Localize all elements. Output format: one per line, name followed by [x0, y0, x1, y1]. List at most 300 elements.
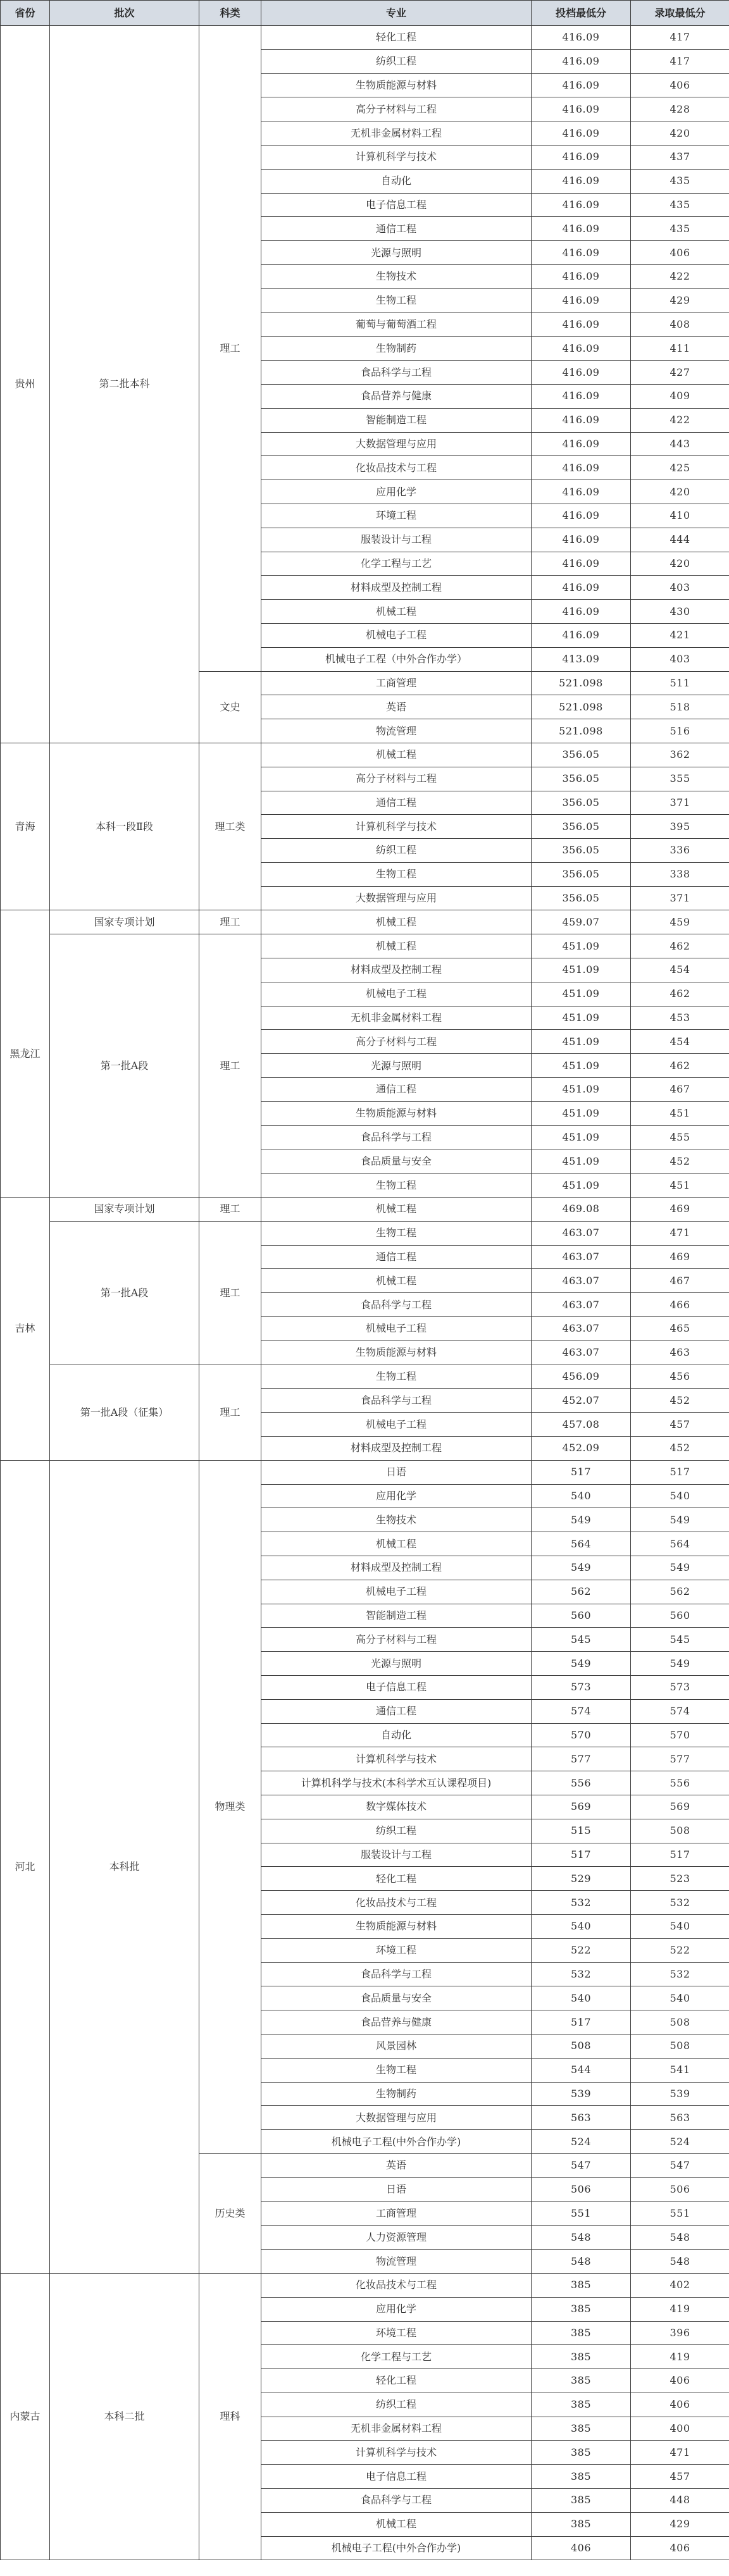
- cutoff-score-cell: 506: [532, 2177, 631, 2201]
- batch-cell: 第一批A段: [50, 934, 199, 1198]
- major-cell: 应用化学: [261, 2297, 532, 2321]
- cutoff-score-cell: 416.09: [532, 480, 631, 504]
- cutoff-score-cell: 356.05: [532, 862, 631, 886]
- major-cell: 日语: [261, 1460, 532, 1484]
- admit-min-score-cell: 400: [631, 2417, 729, 2441]
- cutoff-score-cell: 451.09: [532, 1101, 631, 1125]
- cutoff-score-cell: 385: [532, 2512, 631, 2536]
- cutoff-score-cell: 521.098: [532, 695, 631, 719]
- major-cell: 机械工程: [261, 743, 532, 767]
- major-cell: 光源与照明: [261, 1054, 532, 1078]
- cutoff-score-cell: 529: [532, 1867, 631, 1891]
- admit-min-score-cell: 420: [631, 552, 729, 576]
- admit-min-score-cell: 451: [631, 1173, 729, 1198]
- admit-min-score-cell: 437: [631, 145, 729, 169]
- cutoff-score-cell: 539: [532, 2082, 631, 2106]
- cutoff-score-cell: 416.09: [532, 97, 631, 121]
- cutoff-score-cell: 451.09: [532, 1078, 631, 1102]
- header-batch: 批次: [50, 1, 199, 26]
- cutoff-score-cell: 515: [532, 1819, 631, 1843]
- major-cell: 化妆品技术与工程: [261, 456, 532, 480]
- major-cell: 纺织工程: [261, 2393, 532, 2417]
- admit-min-score-cell: 406: [631, 2393, 729, 2417]
- admit-min-score-cell: 451: [631, 1101, 729, 1125]
- major-cell: 轻化工程: [261, 1867, 532, 1891]
- major-cell: 应用化学: [261, 1484, 532, 1508]
- admit-min-score-cell: 411: [631, 337, 729, 361]
- cutoff-score-cell: 452.09: [532, 1437, 631, 1461]
- major-cell: 计算机科学与技术(本科学术互认课程项目): [261, 1771, 532, 1795]
- major-cell: 大数据管理与应用: [261, 432, 532, 456]
- admit-min-score-cell: 467: [631, 1269, 729, 1293]
- table-row: [1, 1198, 729, 1222]
- admit-min-score-cell: 425: [631, 456, 729, 480]
- admit-min-score-cell: 508: [631, 1819, 729, 1843]
- major-cell: 生物工程: [261, 288, 532, 313]
- admit-min-score-cell: 410: [631, 504, 729, 528]
- cutoff-score-cell: 416.09: [532, 217, 631, 241]
- major-cell: 生物制药: [261, 337, 532, 361]
- major-cell: 日语: [261, 2177, 532, 2201]
- major-cell: 轻化工程: [261, 26, 532, 50]
- admit-min-score-cell: 532: [631, 1962, 729, 1986]
- cutoff-score-cell: 522: [532, 1938, 631, 1962]
- cutoff-score-cell: 416.09: [532, 169, 631, 193]
- admit-min-score-cell: 444: [631, 528, 729, 552]
- header-major: 专业: [261, 1, 532, 26]
- cutoff-score-cell: 406: [532, 2536, 631, 2560]
- cutoff-score-cell: 556: [532, 1771, 631, 1795]
- major-cell: 计算机科学与技术: [261, 1747, 532, 1771]
- cutoff-score-cell: 463.07: [532, 1221, 631, 1245]
- province-cell: 贵州: [1, 26, 50, 743]
- admit-min-score-cell: 362: [631, 743, 729, 767]
- admit-min-score-cell: 467: [631, 1078, 729, 1102]
- cutoff-score-cell: 451.09: [532, 1030, 631, 1054]
- admit-min-score-cell: 517: [631, 1843, 729, 1867]
- major-cell: 风景园林: [261, 2034, 532, 2058]
- admit-min-score-cell: 402: [631, 2273, 729, 2297]
- major-cell: 机械工程: [261, 1198, 532, 1222]
- table-row: [1, 934, 729, 958]
- major-cell: 机械电子工程: [261, 623, 532, 647]
- major-cell: 机械电子工程: [261, 1580, 532, 1604]
- admit-min-score-cell: 396: [631, 2321, 729, 2345]
- major-cell: 机械工程: [261, 934, 532, 958]
- admit-min-score-cell: 459: [631, 910, 729, 934]
- major-cell: 机械电子工程(中外合作办学): [261, 2536, 532, 2560]
- major-cell: 纺织工程: [261, 839, 532, 863]
- category-cell: 理工: [199, 934, 261, 1198]
- admit-min-score-cell: 406: [631, 2536, 729, 2560]
- province-cell: 黑龙江: [1, 910, 50, 1198]
- cutoff-score-cell: 385: [532, 2465, 631, 2489]
- table-row: [1, 1221, 729, 1245]
- cutoff-score-cell: 416.09: [532, 121, 631, 146]
- table-row: [1, 26, 729, 50]
- cutoff-score-cell: 521.098: [532, 719, 631, 743]
- admit-min-score-cell: 453: [631, 1006, 729, 1030]
- category-cell: 理工: [199, 1365, 261, 1460]
- cutoff-score-cell: 385: [532, 2489, 631, 2513]
- province-cell: 青海: [1, 743, 50, 910]
- major-cell: 机械工程: [261, 600, 532, 624]
- major-cell: 食品营养与健康: [261, 2010, 532, 2034]
- cutoff-score-cell: 385: [532, 2273, 631, 2297]
- cutoff-score-cell: 457.08: [532, 1413, 631, 1437]
- admit-min-score-cell: 524: [631, 2130, 729, 2154]
- cutoff-score-cell: 385: [532, 2321, 631, 2345]
- major-cell: 食品科学与工程: [261, 1125, 532, 1149]
- major-cell: 计算机科学与技术: [261, 815, 532, 839]
- cutoff-score-cell: 356.05: [532, 886, 631, 910]
- major-cell: 电子信息工程: [261, 1675, 532, 1699]
- admit-min-score-cell: 371: [631, 791, 729, 815]
- admit-min-score-cell: 539: [631, 2082, 729, 2106]
- cutoff-score-cell: 517: [532, 1843, 631, 1867]
- cutoff-score-cell: 551: [532, 2201, 631, 2226]
- admit-min-score-cell: 452: [631, 1389, 729, 1413]
- header-admit-min-score: 录取最低分: [631, 1, 729, 26]
- major-cell: 化妆品技术与工程: [261, 2273, 532, 2297]
- major-cell: 工商管理: [261, 671, 532, 695]
- cutoff-score-cell: 416.09: [532, 288, 631, 313]
- cutoff-score-cell: 463.07: [532, 1293, 631, 1317]
- major-cell: 英语: [261, 2153, 532, 2177]
- admit-min-score-cell: 462: [631, 982, 729, 1006]
- category-cell: 理工: [199, 1221, 261, 1365]
- major-cell: 生物工程: [261, 1173, 532, 1198]
- header-row: [1, 1, 729, 26]
- cutoff-score-cell: 416.09: [532, 623, 631, 647]
- cutoff-score-cell: 456.09: [532, 1365, 631, 1389]
- cutoff-score-cell: 385: [532, 2417, 631, 2441]
- admit-min-score-cell: 409: [631, 384, 729, 408]
- cutoff-score-cell: 416.09: [532, 361, 631, 385]
- admit-min-score-cell: 471: [631, 1221, 729, 1245]
- cutoff-score-cell: 563: [532, 2106, 631, 2130]
- cutoff-score-cell: 549: [532, 1556, 631, 1580]
- admit-min-score-cell: 419: [631, 2297, 729, 2321]
- admit-min-score-cell: 564: [631, 1532, 729, 1556]
- admit-min-score-cell: 508: [631, 2034, 729, 2058]
- major-cell: 生物技术: [261, 1508, 532, 1532]
- header-cutoff-score: 投档最低分: [532, 1, 631, 26]
- major-cell: 生物工程: [261, 1365, 532, 1389]
- major-cell: 大数据管理与应用: [261, 886, 532, 910]
- cutoff-score-cell: 548: [532, 2250, 631, 2274]
- admit-min-score-cell: 540: [631, 1986, 729, 2010]
- cutoff-score-cell: 545: [532, 1628, 631, 1652]
- cutoff-score-cell: 549: [532, 1508, 631, 1532]
- admit-min-score-cell: 420: [631, 121, 729, 146]
- table-row: [1, 1365, 729, 1389]
- admit-min-score-cell: 457: [631, 2465, 729, 2489]
- category-cell: 物理类: [199, 1460, 261, 2153]
- cutoff-score-cell: 416.09: [532, 528, 631, 552]
- major-cell: 食品科学与工程: [261, 1962, 532, 1986]
- admit-min-score-cell: 516: [631, 719, 729, 743]
- admit-min-score-cell: 406: [631, 2369, 729, 2393]
- major-cell: 人力资源管理: [261, 2226, 532, 2250]
- cutoff-score-cell: 356.05: [532, 839, 631, 863]
- admit-min-score-cell: 541: [631, 2058, 729, 2082]
- major-cell: 高分子材料与工程: [261, 1628, 532, 1652]
- admit-min-score-cell: 403: [631, 647, 729, 671]
- cutoff-score-cell: 463.07: [532, 1269, 631, 1293]
- major-cell: 计算机科学与技术: [261, 145, 532, 169]
- admit-min-score-cell: 560: [631, 1604, 729, 1628]
- major-cell: 材料成型及控制工程: [261, 1437, 532, 1461]
- cutoff-score-cell: 549: [532, 1652, 631, 1676]
- admit-min-score-cell: 549: [631, 1652, 729, 1676]
- cutoff-score-cell: 469.08: [532, 1198, 631, 1222]
- admit-min-score-cell: 456: [631, 1365, 729, 1389]
- admit-min-score-cell: 573: [631, 1675, 729, 1699]
- category-cell: 文史: [199, 671, 261, 743]
- major-cell: 机械电子工程: [261, 1317, 532, 1341]
- admit-min-score-cell: 517: [631, 1460, 729, 1484]
- admit-min-score-cell: 422: [631, 264, 729, 288]
- admit-min-score-cell: 421: [631, 623, 729, 647]
- admit-min-score-cell: 403: [631, 576, 729, 600]
- cutoff-score-cell: 517: [532, 2010, 631, 2034]
- major-cell: 生物质能源与材料: [261, 1101, 532, 1125]
- admit-min-score-cell: 429: [631, 2512, 729, 2536]
- major-cell: 化妆品技术与工程: [261, 1891, 532, 1915]
- table-row: [1, 2273, 729, 2297]
- cutoff-score-cell: 416.09: [532, 313, 631, 337]
- major-cell: 食品质量与安全: [261, 1986, 532, 2010]
- major-cell: 通信工程: [261, 217, 532, 241]
- admit-min-score-cell: 506: [631, 2177, 729, 2201]
- category-cell: 理科: [199, 2273, 261, 2560]
- major-cell: 生物工程: [261, 862, 532, 886]
- admit-min-score-cell: 574: [631, 1699, 729, 1723]
- cutoff-score-cell: 385: [532, 2393, 631, 2417]
- major-cell: 生物技术: [261, 264, 532, 288]
- admit-min-score-cell: 545: [631, 1628, 729, 1652]
- header-category: 科类: [199, 1, 261, 26]
- major-cell: 环境工程: [261, 504, 532, 528]
- category-cell: 理工: [199, 1198, 261, 1222]
- cutoff-score-cell: 416.09: [532, 552, 631, 576]
- admit-min-score-cell: 577: [631, 1747, 729, 1771]
- admit-min-score-cell: 511: [631, 671, 729, 695]
- cutoff-score-cell: 416.09: [532, 26, 631, 50]
- batch-cell: 国家专项计划: [50, 910, 199, 934]
- cutoff-score-cell: 463.07: [532, 1245, 631, 1269]
- major-cell: 生物质能源与材料: [261, 1914, 532, 1938]
- major-cell: 机械电子工程: [261, 982, 532, 1006]
- cutoff-score-cell: 521.098: [532, 671, 631, 695]
- cutoff-score-cell: 564: [532, 1532, 631, 1556]
- admit-min-score-cell: 435: [631, 193, 729, 217]
- admit-min-score-cell: 465: [631, 1317, 729, 1341]
- category-cell: 理工类: [199, 743, 261, 910]
- cutoff-score-cell: 532: [532, 1962, 631, 1986]
- admit-min-score-cell: 336: [631, 839, 729, 863]
- cutoff-score-cell: 416.09: [532, 145, 631, 169]
- major-cell: 材料成型及控制工程: [261, 1556, 532, 1580]
- cutoff-score-cell: 416.09: [532, 576, 631, 600]
- major-cell: 无机非金属材料工程: [261, 121, 532, 146]
- major-cell: 应用化学: [261, 480, 532, 504]
- cutoff-score-cell: 451.09: [532, 1125, 631, 1149]
- batch-cell: 第一批A段: [50, 1221, 199, 1365]
- cutoff-score-cell: 451.09: [532, 958, 631, 982]
- admit-min-score-cell: 420: [631, 480, 729, 504]
- admit-min-score-cell: 452: [631, 1149, 729, 1173]
- batch-cell: 本科一段Ⅱ段: [50, 743, 199, 910]
- major-cell: 高分子材料与工程: [261, 1030, 532, 1054]
- major-cell: 机械电子工程: [261, 1413, 532, 1437]
- cutoff-score-cell: 540: [532, 1986, 631, 2010]
- major-cell: 大数据管理与应用: [261, 2106, 532, 2130]
- major-cell: 无机非金属材料工程: [261, 1006, 532, 1030]
- table-row: [1, 743, 729, 767]
- admit-min-score-cell: 549: [631, 1556, 729, 1580]
- major-cell: 通信工程: [261, 1078, 532, 1102]
- major-cell: 计算机科学与技术: [261, 2441, 532, 2465]
- cutoff-score-cell: 416.09: [532, 337, 631, 361]
- admit-min-score-cell: 406: [631, 241, 729, 265]
- province-cell: 内蒙古: [1, 2273, 50, 2560]
- major-cell: 生物质能源与材料: [261, 73, 532, 97]
- admit-min-score-cell: 427: [631, 361, 729, 385]
- cutoff-score-cell: 569: [532, 1795, 631, 1819]
- admit-min-score-cell: 435: [631, 169, 729, 193]
- admit-min-score-cell: 518: [631, 695, 729, 719]
- admit-min-score-cell: 522: [631, 1938, 729, 1962]
- admit-min-score-cell: 371: [631, 886, 729, 910]
- cutoff-score-cell: 356.05: [532, 767, 631, 791]
- batch-cell: 第一批A段（征集）: [50, 1365, 199, 1460]
- cutoff-score-cell: 451.09: [532, 1006, 631, 1030]
- admit-min-score-cell: 417: [631, 26, 729, 50]
- admit-min-score-cell: 548: [631, 2250, 729, 2274]
- cutoff-score-cell: 385: [532, 2369, 631, 2393]
- cutoff-score-cell: 451.09: [532, 982, 631, 1006]
- cutoff-score-cell: 570: [532, 1723, 631, 1747]
- batch-cell: 国家专项计划: [50, 1198, 199, 1222]
- major-cell: 食品科学与工程: [261, 2489, 532, 2513]
- header-province: 省份: [1, 1, 50, 26]
- admit-min-score-cell: 429: [631, 288, 729, 313]
- major-cell: 食品科学与工程: [261, 1389, 532, 1413]
- cutoff-score-cell: 544: [532, 2058, 631, 2082]
- major-cell: 物流管理: [261, 2250, 532, 2274]
- cutoff-score-cell: 416.09: [532, 264, 631, 288]
- admit-min-score-cell: 355: [631, 767, 729, 791]
- admit-min-score-cell: 452: [631, 1437, 729, 1461]
- major-cell: 工商管理: [261, 2201, 532, 2226]
- cutoff-score-cell: 577: [532, 1747, 631, 1771]
- admit-min-score-cell: 448: [631, 2489, 729, 2513]
- cutoff-score-cell: 356.05: [532, 743, 631, 767]
- major-cell: 英语: [261, 695, 532, 719]
- cutoff-score-cell: 463.07: [532, 1341, 631, 1365]
- major-cell: 化学工程与工艺: [261, 2345, 532, 2369]
- admit-min-score-cell: 523: [631, 1867, 729, 1891]
- major-cell: 机械电子工程（中外合作办学）: [261, 647, 532, 671]
- cutoff-score-cell: 459.07: [532, 910, 631, 934]
- major-cell: 纺织工程: [261, 1819, 532, 1843]
- admit-min-score-cell: 570: [631, 1723, 729, 1747]
- cutoff-score-cell: 413.09: [532, 647, 631, 671]
- cutoff-score-cell: 524: [532, 2130, 631, 2154]
- admit-min-score-cell: 563: [631, 2106, 729, 2130]
- cutoff-score-cell: 451.09: [532, 1054, 631, 1078]
- cutoff-score-cell: 416.09: [532, 504, 631, 528]
- cutoff-score-cell: 451.09: [532, 1149, 631, 1173]
- major-cell: 机械电子工程(中外合作办学): [261, 2130, 532, 2154]
- category-cell: 理工: [199, 910, 261, 934]
- major-cell: 材料成型及控制工程: [261, 958, 532, 982]
- cutoff-score-cell: 416.09: [532, 384, 631, 408]
- major-cell: 无机非金属材料工程: [261, 2417, 532, 2441]
- admit-min-score-cell: 508: [631, 2010, 729, 2034]
- cutoff-score-cell: 416.09: [532, 456, 631, 480]
- major-cell: 食品科学与工程: [261, 361, 532, 385]
- admit-min-score-cell: 462: [631, 934, 729, 958]
- major-cell: 自动化: [261, 169, 532, 193]
- cutoff-score-cell: 416.09: [532, 600, 631, 624]
- admit-min-score-cell: 430: [631, 600, 729, 624]
- admit-min-score-cell: 569: [631, 1795, 729, 1819]
- table-row: [1, 1460, 729, 1484]
- admit-min-score-cell: 469: [631, 1245, 729, 1269]
- table-body: [1, 26, 729, 2560]
- cutoff-score-cell: 416.09: [532, 241, 631, 265]
- major-cell: 葡萄与葡萄酒工程: [261, 313, 532, 337]
- province-cell: 吉林: [1, 1198, 50, 1461]
- cutoff-score-cell: 356.05: [532, 791, 631, 815]
- major-cell: 机械工程: [261, 910, 532, 934]
- cutoff-score-cell: 574: [532, 1699, 631, 1723]
- major-cell: 纺织工程: [261, 49, 532, 73]
- cutoff-score-cell: 385: [532, 2297, 631, 2321]
- admit-min-score-cell: 455: [631, 1125, 729, 1149]
- admit-min-score-cell: 540: [631, 1914, 729, 1938]
- cutoff-score-cell: 540: [532, 1914, 631, 1938]
- admit-min-score-cell: 406: [631, 73, 729, 97]
- cutoff-score-cell: 356.05: [532, 815, 631, 839]
- major-cell: 光源与照明: [261, 241, 532, 265]
- major-cell: 生物工程: [261, 1221, 532, 1245]
- admit-min-score-cell: 454: [631, 958, 729, 982]
- major-cell: 智能制造工程: [261, 408, 532, 432]
- admit-min-score-cell: 466: [631, 1293, 729, 1317]
- major-cell: 生物质能源与材料: [261, 1341, 532, 1365]
- major-cell: 数字媒体技术: [261, 1795, 532, 1819]
- table-row: [1, 910, 729, 934]
- admit-min-score-cell: 532: [631, 1891, 729, 1915]
- province-cell: 河北: [1, 1460, 50, 2273]
- admit-min-score-cell: 408: [631, 313, 729, 337]
- cutoff-score-cell: 562: [532, 1580, 631, 1604]
- admit-min-score-cell: 556: [631, 1771, 729, 1795]
- major-cell: 高分子材料与工程: [261, 97, 532, 121]
- major-cell: 机械工程: [261, 1269, 532, 1293]
- admit-min-score-cell: 562: [631, 1580, 729, 1604]
- cutoff-score-cell: 385: [532, 2345, 631, 2369]
- cutoff-score-cell: 416.09: [532, 49, 631, 73]
- admit-min-score-cell: 419: [631, 2345, 729, 2369]
- major-cell: 智能制造工程: [261, 1604, 532, 1628]
- admit-min-score-cell: 338: [631, 862, 729, 886]
- major-cell: 服装设计与工程: [261, 1843, 532, 1867]
